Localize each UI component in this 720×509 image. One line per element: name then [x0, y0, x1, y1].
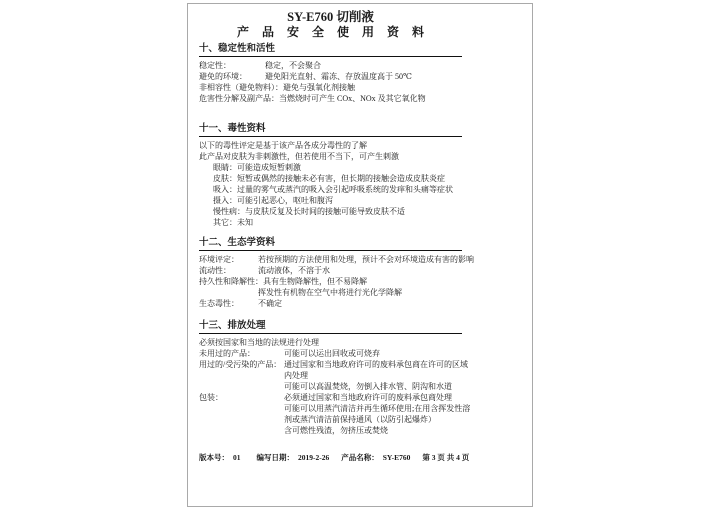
- toxicity-item: 摄入：可能引起恶心，呕吐和腹泻: [213, 196, 333, 205]
- field-value: 避免与强氧化剂接触: [283, 83, 355, 92]
- field-value: 稳定，不会聚合: [265, 61, 321, 70]
- field-label: 持久性和降解性：: [199, 277, 263, 286]
- field-label: 危害性分解及副产品：: [199, 94, 279, 103]
- document-page: [187, 3, 533, 507]
- footer-date-value: 2019-2-26: [298, 453, 330, 462]
- section-ecology-heading: 十二、生态学资料: [199, 238, 462, 251]
- field-value-line: 通过国家和当地政府许可的废料承包商在许可的区域: [284, 360, 468, 369]
- field-value: 避免阳光直射、霜冻、存放温度高于 50℃: [265, 72, 412, 81]
- field-value-line: 可能可以高温焚烧，勿倒入排水管、阴沟和水道: [284, 382, 452, 391]
- footer-date-label: 编写日期：: [256, 453, 294, 462]
- toxicity-item: 眼睛：可能造成短暂刺激: [213, 163, 301, 172]
- toxicity-intro-line: 以下的毒性评定是基于该产品各成分毒性的了解: [199, 141, 367, 150]
- footer-product-value: SY-E760: [382, 453, 411, 462]
- toxicity-item: 吸入：过量的雾气或蒸汽的吸入会引起呼吸系统的发痒和头痛等症状: [213, 185, 453, 194]
- section-toxicity-heading: 十一、毒性资料: [199, 124, 462, 137]
- field-value-line: 内处理: [284, 371, 308, 380]
- field-row: [199, 276, 462, 287]
- field-value: 挥发性有机物在空气中将进行光化学降解: [258, 288, 402, 297]
- field-label: 用过的/受污染的产品：: [199, 360, 282, 369]
- field-row: [199, 71, 462, 82]
- toxicity-item: 慢性病：与皮肤反复及长时间的接触可能导致皮肤不适: [213, 207, 405, 216]
- field-label: 包装：: [199, 393, 223, 402]
- field-row: [199, 265, 462, 276]
- field-value-line: 剂或蒸汽清洁前保持通风（以防引起爆炸）: [284, 415, 436, 424]
- field-label: 生态毒性：: [199, 299, 239, 308]
- field-value: 若按预期的方法使用和处理，预计不会对环境造成有害的影响: [258, 255, 474, 264]
- field-value-line: 可能可以运出回收或可烧弃: [284, 349, 380, 358]
- field-value: 不确定: [258, 299, 282, 308]
- section-ecology-body: [199, 254, 474, 309]
- field-value-line: 必须通过国家和当地政府许可的废料承包商处理: [284, 393, 452, 402]
- field-value: 流动液体，不溶于水: [258, 266, 330, 275]
- field-value-line: 可能可以用蒸汽清洁并再生循环使用;在用含挥发性溶: [284, 404, 471, 413]
- field-value-lines: [284, 359, 468, 392]
- section-ecology: [199, 238, 474, 309]
- footer-version-value: 01: [233, 453, 241, 462]
- toxicity-item: 其它：未知: [213, 218, 253, 227]
- field-value-lines: [284, 348, 380, 359]
- toxicity-intro-line: 此产品对皮肤为非刺激性，但若使用不当下，可产生刺激: [199, 152, 399, 161]
- section-toxicity-body: [199, 140, 462, 228]
- field-label: 流动性：: [199, 266, 231, 275]
- field-label: 环境评定：: [199, 255, 239, 264]
- section-disposal-body: [199, 337, 471, 436]
- field-row: [199, 254, 474, 265]
- document-title: SY-E760 切削液: [287, 10, 374, 24]
- toxicity-item: 皮肤：短暂或偶然的接触未必有害，但长期的接触会造成皮肤炎症: [213, 174, 445, 183]
- field-row: [199, 298, 462, 309]
- footer-product-label: 产品名称：: [341, 453, 379, 462]
- field-row: [199, 60, 462, 71]
- field-label: 稳定性：: [199, 61, 231, 70]
- field-value: 具有生物降解性，但不易降解: [263, 277, 367, 286]
- field-label: 未用过的产品：: [199, 349, 255, 358]
- field-row: [199, 392, 471, 436]
- field-value-line: 含可燃性残渣，勿挤压或焚烧: [284, 426, 388, 435]
- field-label: 非相容性（避免物料）：: [199, 83, 283, 92]
- field-label: 避免的环境：: [199, 72, 247, 81]
- document-content: [199, 10, 474, 436]
- section-stability: [199, 44, 462, 104]
- footer-page-info: 第 3 页 共 4 页: [422, 453, 470, 462]
- disposal-intro: 必须按国家和当地的法规进行处理: [199, 338, 319, 347]
- section-disposal-heading: 十三、排放处理: [199, 321, 462, 334]
- section-toxicity: [199, 124, 462, 228]
- field-row: [199, 82, 462, 93]
- section-stability-heading: 十、稳定性和活性: [199, 44, 462, 57]
- document-subtitle: 产品安全使用资料: [236, 25, 437, 39]
- field-row: [199, 348, 462, 359]
- section-disposal: [199, 321, 471, 436]
- field-value: 当燃烧时可产生 COx、NOx 及其它氧化物: [279, 94, 426, 103]
- field-row: [199, 93, 462, 104]
- field-row: [199, 359, 468, 392]
- field-row: [199, 287, 462, 298]
- field-value-lines: [284, 392, 470, 436]
- footer-version-label: 版本号：: [199, 453, 229, 462]
- section-stability-body: [199, 60, 462, 104]
- page-footer: [199, 453, 469, 462]
